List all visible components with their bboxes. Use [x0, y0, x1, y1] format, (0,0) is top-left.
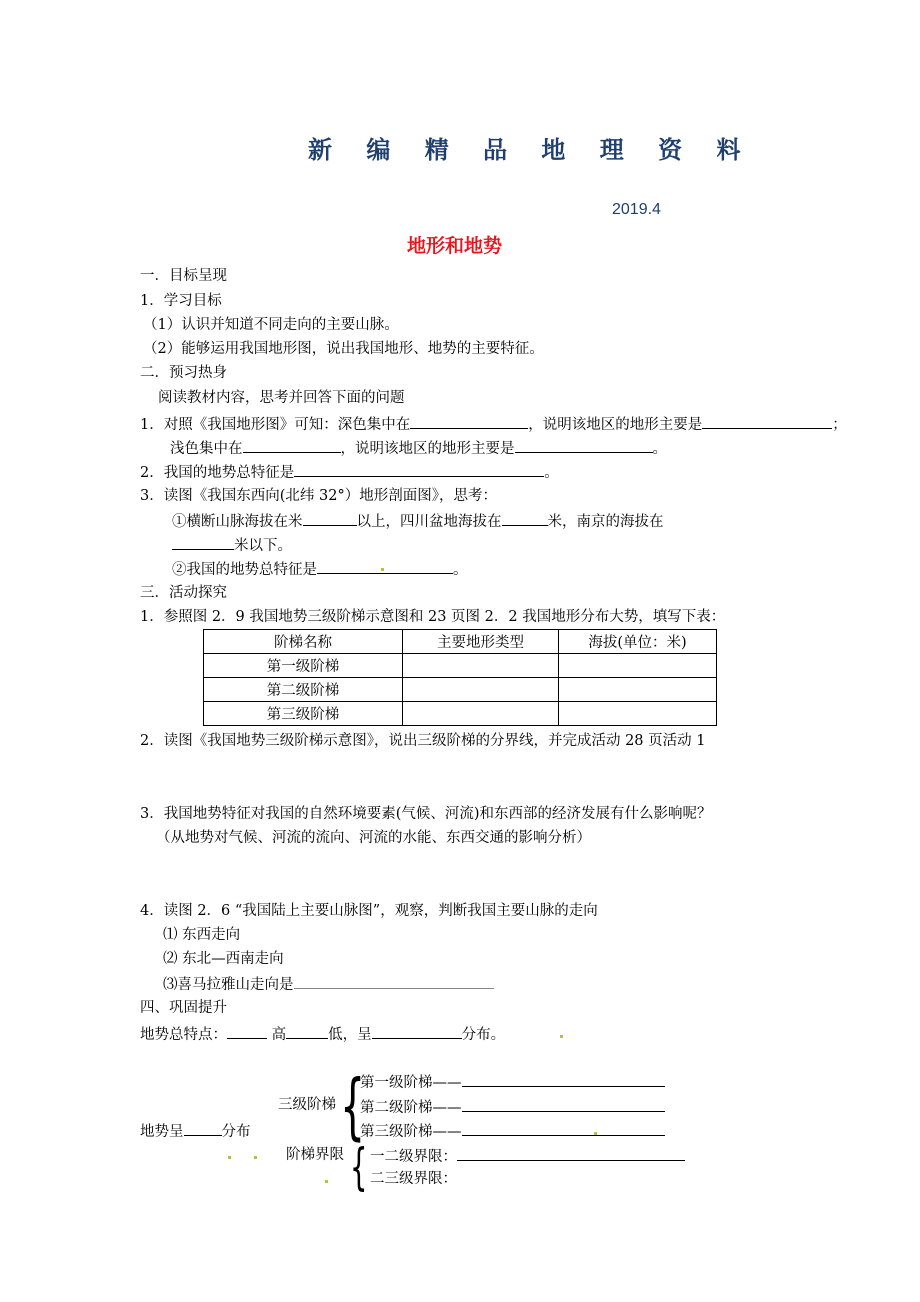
question-3-4-1: ⑴ 东西走向 — [163, 927, 241, 943]
table-cell-empty[interactable] — [403, 702, 559, 726]
step-1-line: 第一级阶梯—— — [360, 1071, 665, 1093]
question-3-4-3: ⑶喜马拉雅山走向是 — [163, 973, 494, 995]
section1-heading: 一．目标呈现 — [140, 268, 227, 284]
question-3-3-note: （从地势对气候、河流的流向、河流的水能、东西交通的影响分析） — [156, 830, 591, 846]
section1-sub: 1．学习目标 — [140, 293, 222, 309]
header-date: 2019.4 — [612, 201, 661, 218]
blank[interactable] — [243, 437, 341, 453]
question-2-3: 3．读图《我国东西向(北纬 32°）地形剖面图》，思考： — [140, 488, 497, 504]
question-2-1-line2: 浅色集中在 ，说明该地区的地形主要是 。 — [170, 437, 667, 459]
step-3-line: 第三级阶梯—— — [360, 1120, 665, 1142]
blank[interactable] — [372, 1023, 462, 1039]
brace-icon: { — [340, 1064, 366, 1148]
table-cell-empty[interactable] — [403, 678, 559, 702]
speck — [594, 1132, 597, 1135]
table-cell: 第二级阶梯 — [204, 678, 403, 702]
table-cell-empty[interactable] — [559, 678, 717, 702]
step-boundary-label: 阶梯界限 — [286, 1147, 344, 1163]
question-3-1: 1．参照图 2．9 我国地势三级阶梯示意图和 23 页图 2．2 我国地形分布大势，填写下表： — [140, 609, 726, 625]
doc-title: 地形和地势 — [407, 235, 503, 257]
speck — [325, 1180, 328, 1183]
question-2-3-1: ①横断山脉海拔在米 以上，四川盆地海拔在 米，南京的海拔在 — [172, 510, 664, 532]
table-cell-empty[interactable] — [403, 654, 559, 678]
section4-heading: 四、巩固提升 — [140, 1000, 227, 1016]
blank[interactable] — [410, 413, 528, 429]
table-header: 阶梯名称 — [204, 630, 403, 654]
table-cell-empty[interactable] — [559, 702, 717, 726]
blank[interactable] — [317, 558, 453, 574]
blank[interactable] — [515, 437, 653, 453]
table-cell-empty[interactable] — [559, 654, 717, 678]
table-cell: 第三级阶梯 — [204, 702, 403, 726]
question-3-3: 3．我国地势特征对我国的自然环境要素(气候、河流)和东西部的经济发展有什么影响呢？ — [140, 806, 712, 822]
question-3-2: 2．读图《我国地势三级阶梯示意图》，说出三级阶梯的分界线，并完成活动 28 页活动 1 — [140, 733, 706, 749]
terrain-distribution-line: 地势呈 分布 — [140, 1120, 251, 1142]
brace-icon: { — [350, 1138, 368, 1196]
steps-table — [203, 629, 717, 726]
three-steps-label: 三级阶梯 — [278, 1097, 336, 1113]
speck — [560, 1035, 563, 1038]
question-2-2: 2．我国的地势总特征是 。 — [140, 461, 559, 483]
header-title: 新 编 精 品 地 理 资 料 — [308, 136, 754, 164]
blank[interactable] — [702, 413, 832, 429]
terrain-feature-line: 地势总特点： 高 低，呈 分布。 — [140, 1023, 505, 1045]
blank[interactable] — [462, 1071, 665, 1087]
question-2-1-line1: 1．对照《我国地形图》可知：深色集中在 ，说明该地区的地形主要是 ； — [140, 413, 847, 435]
boundary-1-2-line: 一二级界限： — [370, 1145, 685, 1167]
table-header: 海拔(单位：米) — [559, 630, 717, 654]
step-2-line: 第二级阶梯—— — [360, 1096, 665, 1118]
blank[interactable] — [303, 510, 357, 526]
section2-intro: 阅读教材内容，思考并回答下面的问题 — [158, 390, 405, 406]
blank[interactable] — [184, 1120, 222, 1136]
boundary-2-3-line: 二三级界限： — [370, 1171, 457, 1187]
table-row — [204, 654, 717, 678]
section3-heading: 三．活动探究 — [140, 585, 227, 601]
blank[interactable] — [462, 1096, 665, 1112]
question-3-4-2: ⑵ 东北—西南走向 — [163, 951, 284, 967]
blank[interactable] — [172, 534, 234, 550]
goal-1: （1）认识并知道不同走向的主要山脉。 — [143, 317, 399, 333]
table-row — [204, 702, 717, 726]
table-row — [204, 678, 717, 702]
blank[interactable] — [294, 973, 494, 989]
table-header-row — [204, 630, 717, 654]
speck — [228, 1156, 231, 1159]
speck — [254, 1156, 257, 1159]
speck — [381, 568, 384, 571]
table-header: 主要地形类型 — [403, 630, 559, 654]
blank[interactable] — [286, 1023, 328, 1039]
blank[interactable] — [462, 1120, 665, 1136]
blank[interactable] — [457, 1145, 685, 1161]
section2-heading: 二．预习热身 — [140, 365, 227, 381]
table-cell: 第一级阶梯 — [204, 654, 403, 678]
blank[interactable] — [294, 461, 544, 477]
goal-2: （2）能够运用我国地形图，说出我国地形、地势的主要特征。 — [143, 341, 544, 357]
question-2-3-1-cont: 米以下。 — [172, 534, 292, 556]
question-3-4: 4．读图 2．6 “我国陆上主要山脉图”，观察，判断我国主要山脉的走向 — [140, 903, 598, 919]
question-2-3-2: ②我国的地势总特征是 。 — [172, 558, 468, 580]
blank[interactable] — [502, 510, 548, 526]
blank[interactable] — [227, 1023, 267, 1039]
